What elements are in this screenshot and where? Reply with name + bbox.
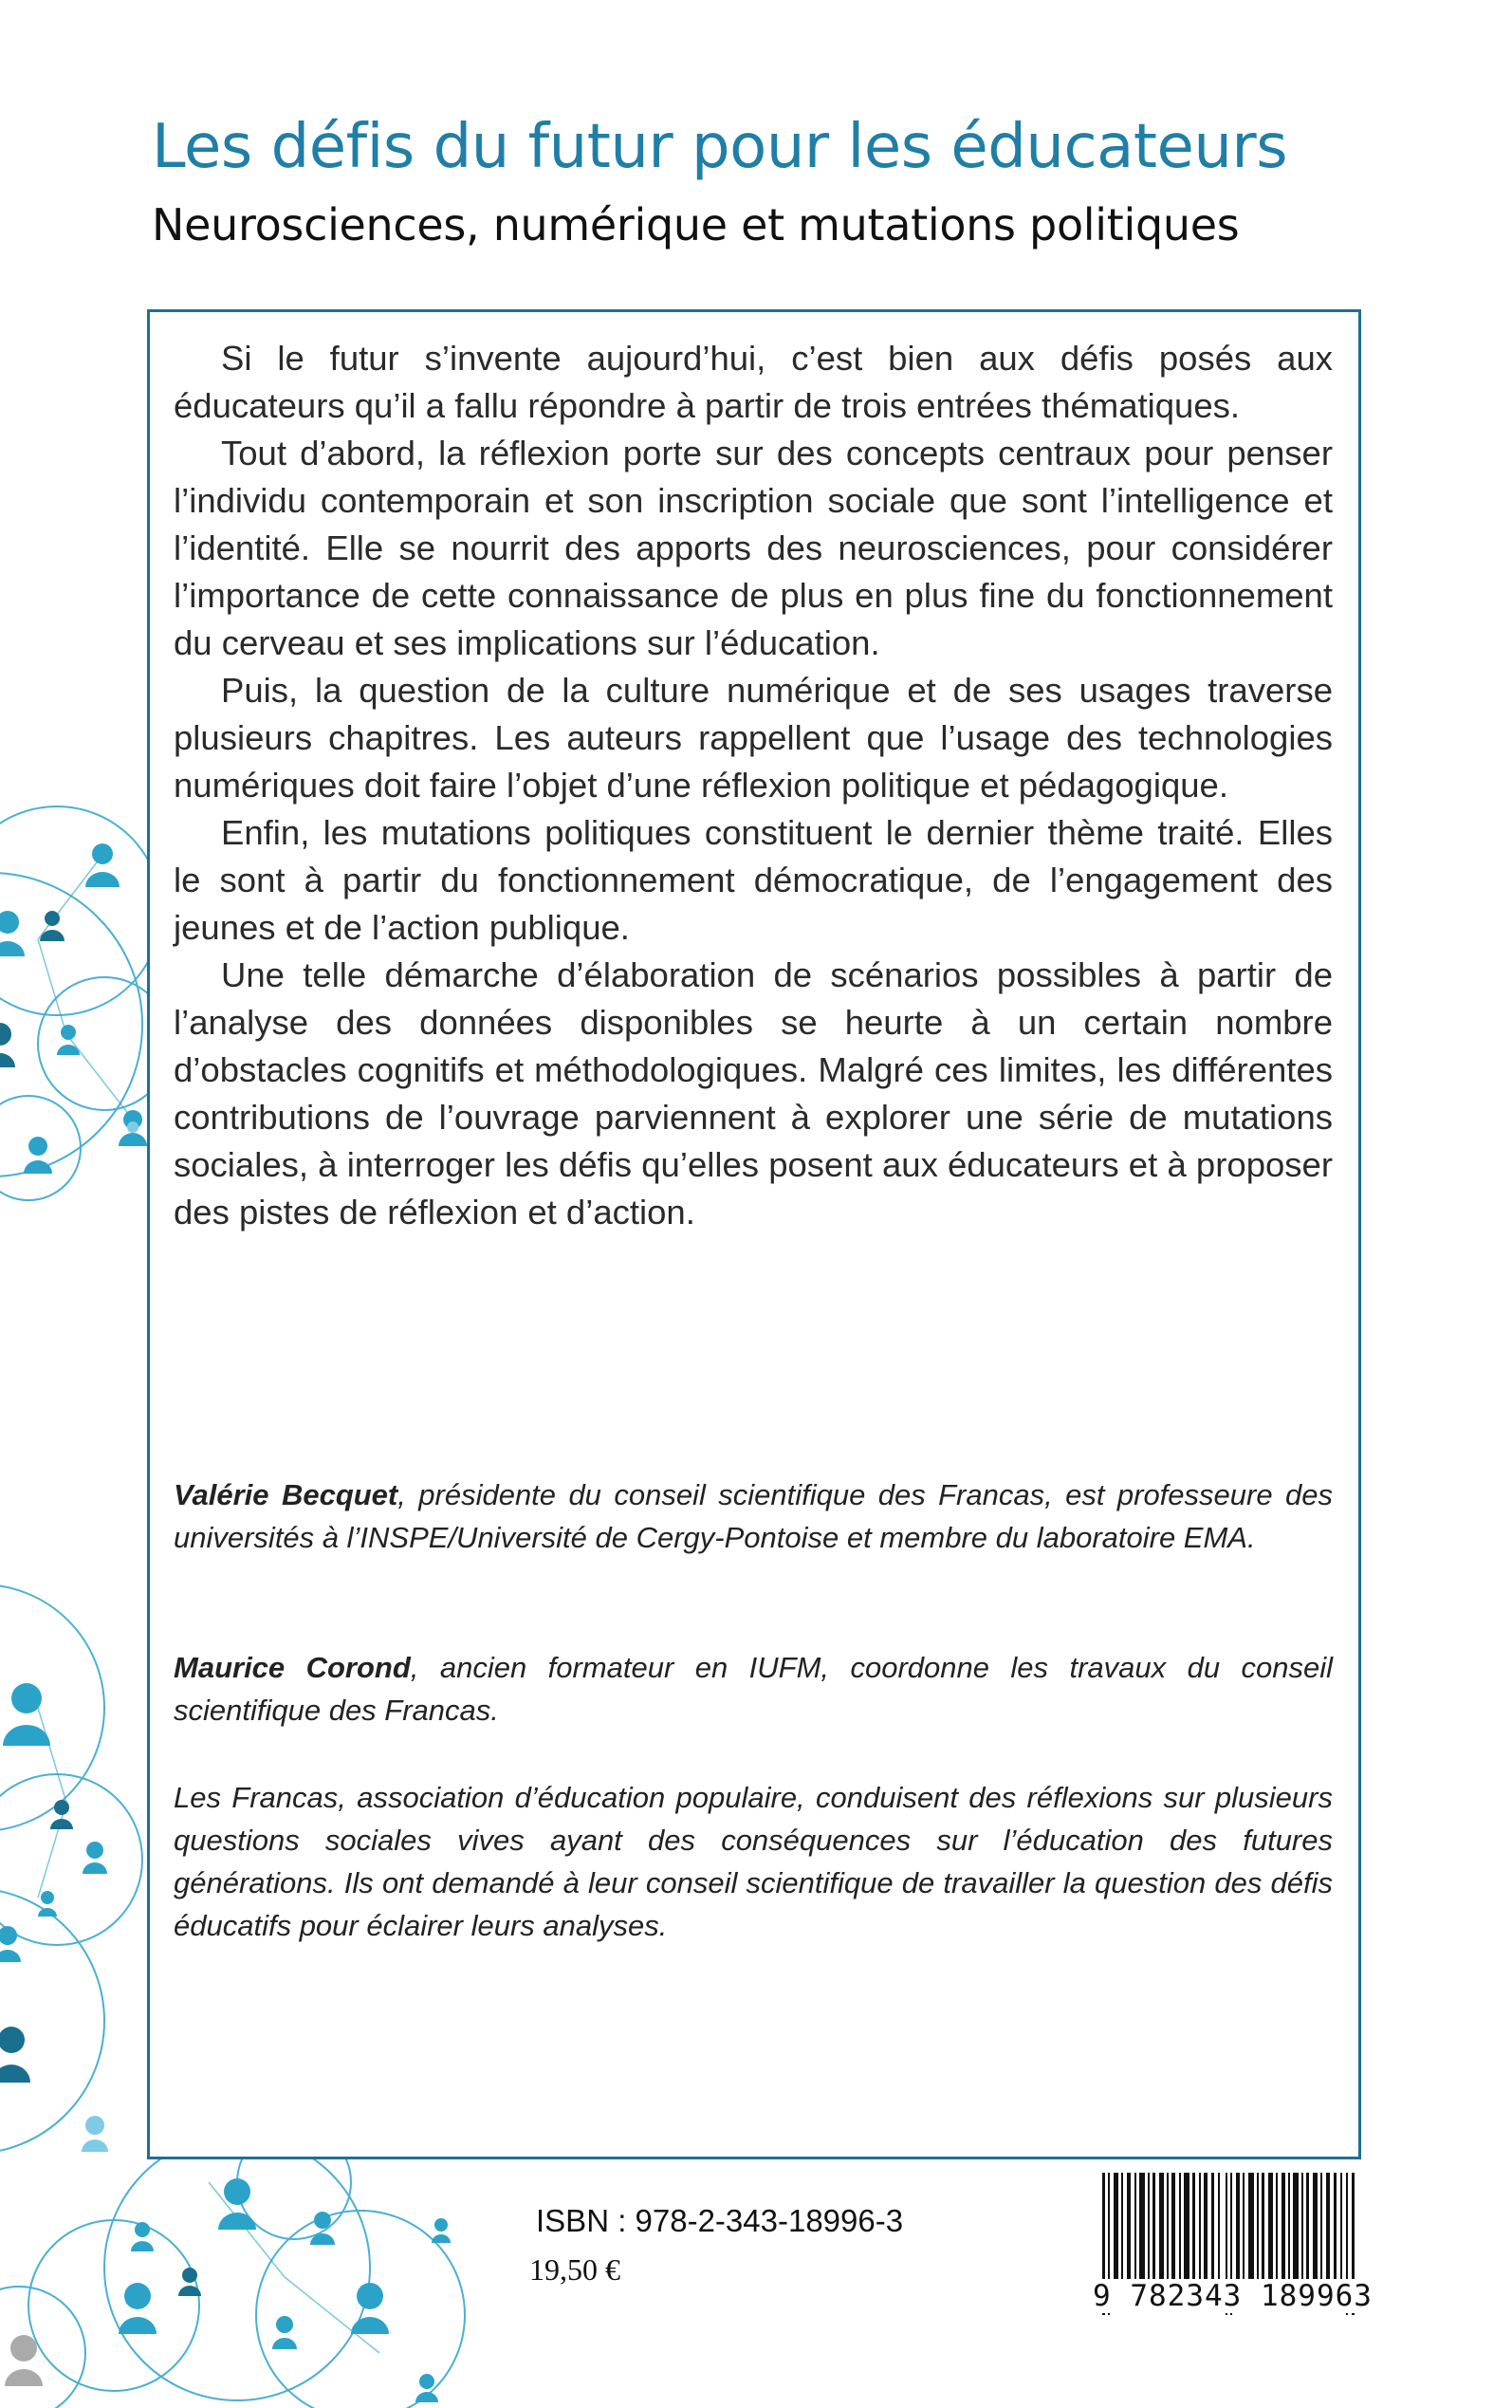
person-icon [432,2218,451,2243]
person-icon [50,1800,73,1829]
person-icon [218,2178,256,2230]
author-bio-corond [174,1646,1333,1732]
person-icon [351,2283,389,2334]
person-icon [127,1121,138,1133]
person-icon [3,1683,50,1746]
person-icon [38,1891,57,1917]
person-icon [5,2335,43,2386]
person-icon [40,911,65,941]
author-name: Maurice Corond [174,1651,411,1684]
author-description: , ancien formateur en IUFM, coordonne les travaux du conseil scientifique des Francas. [174,1651,1333,1727]
author-description: , présidente du conseil scientifique des Francas, est professeure des universités à l’INSPE/Université de Cergy-Pontoise et membre du laboratoire EMA. [174,1478,1333,1554]
book-title: Les défis du futur pour les éducateurs [152,112,1288,182]
person-icon [0,1023,15,1067]
person-icon [0,911,25,956]
person-icon [0,2027,30,2083]
person-icon [0,1926,21,1962]
person-icon [178,2268,201,2296]
person-icon [131,2222,154,2251]
summary-paragraph: Si le futur s’invente aujourd’hui, c’est bien aux défis posés aux éducateurs qu’il a fallu répondre à partir de trois entrées thématiques. [174,339,1333,425]
person-icon [119,1110,147,1146]
person-icon [24,1137,52,1174]
barcode-digits: 9 782343 189963 [1089,2279,1377,2313]
person-icon [415,2374,438,2402]
person-icon [57,1025,80,1055]
back-cover-summary [174,335,1333,1236]
person-icon [119,2283,157,2334]
book-subtitle: Neurosciences, numérique et mutations politiques [152,199,1240,250]
person-icon [83,1842,107,1874]
author-bio-becquet [174,1473,1333,1559]
francas-description: Les Francas, association d’éducation populaire, conduisent des réflexions sur plusieurs questions sociales vives ayant des conséquences sur l’éducation des futures générations. Ils ont demandé à leur conseil scientifique de travailler la question des défis éducatifs pour éclairer leurs analyses. [174,1781,1333,1942]
person-icon [272,2316,297,2349]
isbn-label: ISBN : 978-2-343-18996-3 [536,2203,904,2238]
summary-paragraph: Enfin, les mutations politiques constituent le dernier thème traité. Elles le sont à partir du fonctionnement démocratique, de l’engagement des jeunes et de l’action publique. [174,813,1333,947]
person-icon [85,843,120,887]
summary-paragraph: Une telle démarche d’élaboration de scénarios possibles à partir de l’analyse des données disponibles se heurte à un certain nombre d’obstacles cognitifs et méthodologiques. Malgré ces limites, les différentes contributions de l’ouvrage parviennent à explorer une série de mutations sociales, à interroger les défis qu’elles posent aux éducateurs et à proposer des pistes de réflexion et d’action. [174,955,1333,1232]
summary-paragraph: Tout d’abord, la réflexion porte sur des concepts centraux pour penser l’individu contemporain et son inscription sociale que sont l’intelligence et l’identité. Elle se nourrit des apports des neurosciences, pour considérer l’importance de cette connaissance de plus en plus fine du fonctionnement du cerveau et ses implications sur l’éducation. [174,434,1333,662]
price-label: 19,50 € [529,2252,620,2287]
person-icon [82,2116,108,2152]
summary-paragraph: Puis, la question de la culture numérique et de ses usages traverse plusieurs chapitres. Les auteurs rappellent que l’usage des technologies numériques doit faire l’objet d’une réflexion politique et pédagogique. [174,671,1333,805]
author-name: Valérie Becquet [174,1478,398,1511]
person-icon [310,2212,335,2245]
